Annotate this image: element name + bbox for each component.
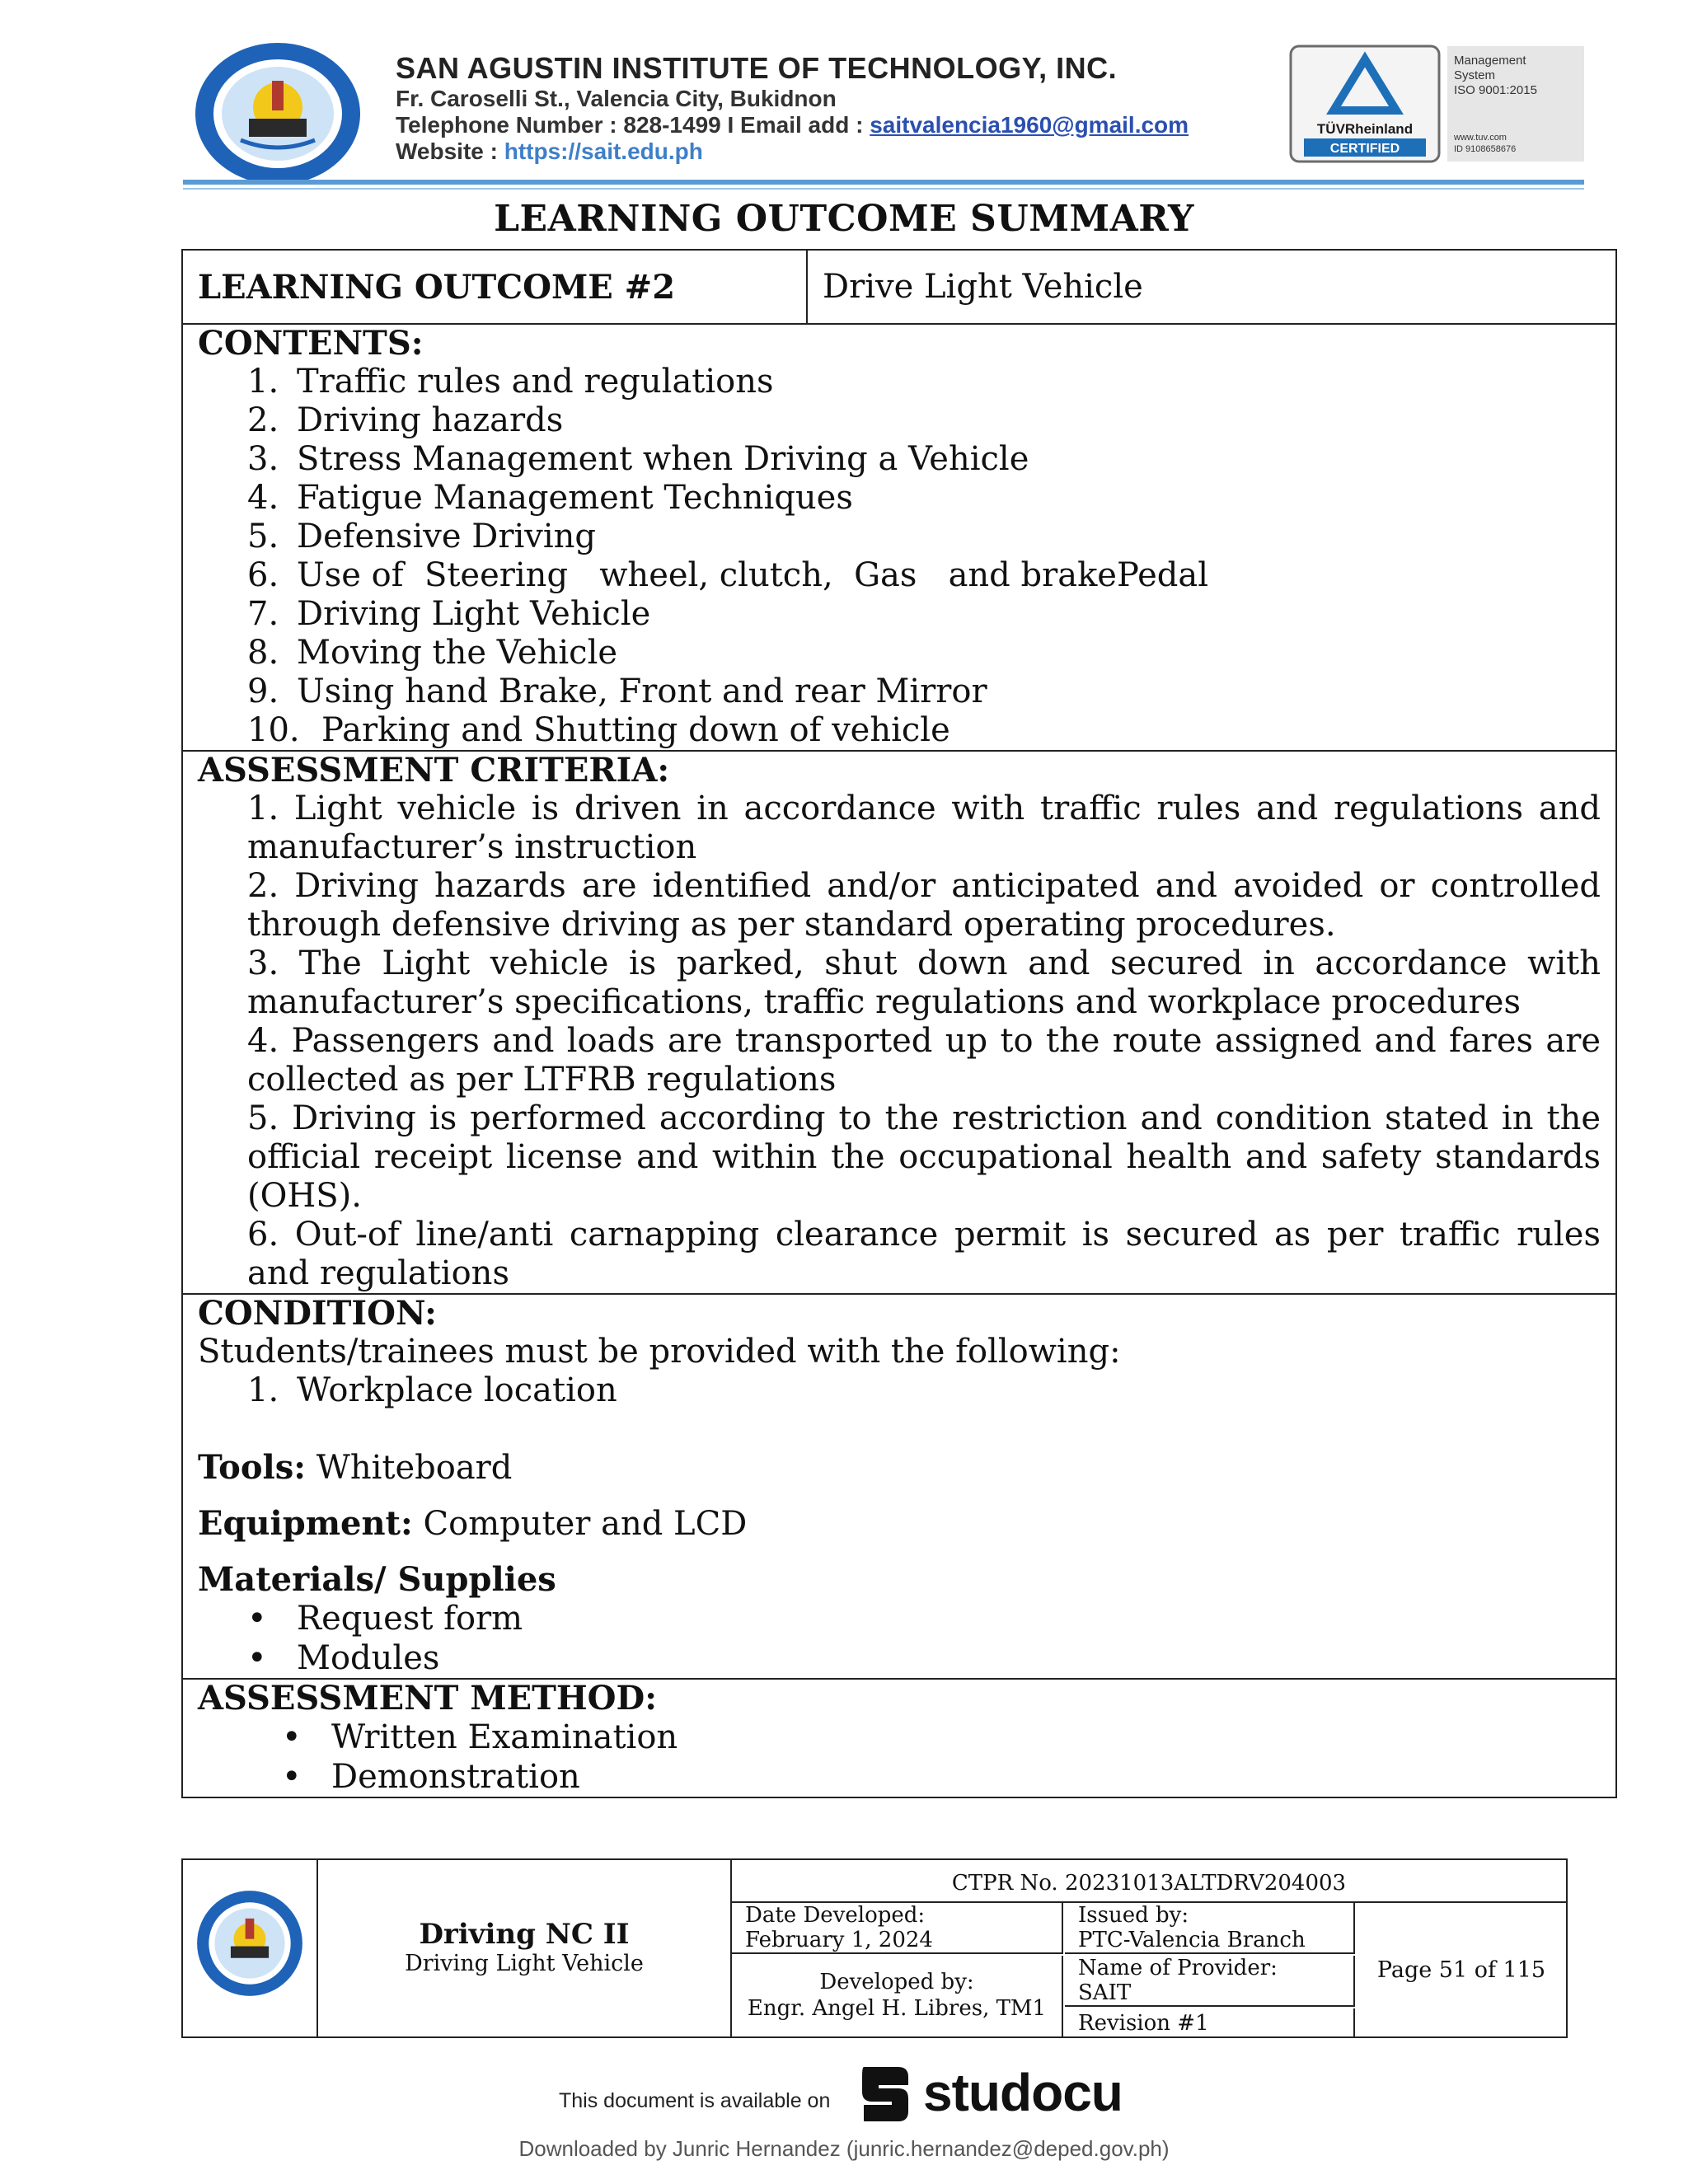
criteria-item: 2. Driving hazards are identified and/or anticipated and avoided or controlled through defensive driving as per standard operating procedures. (247, 867, 1601, 944)
list-item: 7. Driving Light Vehicle (247, 595, 651, 633)
studocu-wordmark[interactable]: studocu (923, 2063, 1123, 2122)
cert-system-line1: Management (1454, 54, 1526, 68)
learning-outcome-row (183, 251, 1615, 323)
letterhead-divider (183, 180, 1584, 185)
issued-by-value: PTC-Valencia Branch (1078, 1928, 1306, 1952)
date-developed-label: Date Developed: (745, 1903, 926, 1928)
contents-list (198, 363, 1601, 750)
institution-contact (396, 112, 1189, 138)
studocu-logo-icon[interactable] (856, 2060, 913, 2126)
tools-label: Tools: (198, 1448, 307, 1487)
availability-text: This document is available on (559, 2089, 831, 2112)
page-title: LEARNING OUTCOME SUMMARY (494, 198, 1194, 240)
assessment-method-list (198, 1718, 1601, 1797)
course-title: Driving NC II (419, 1918, 630, 1951)
developed-by-label: Developed by: (819, 1970, 974, 1994)
criteria-item: 6. Out-of line/anti carnapping clearance permit is secured as per traffic rules and regulations (247, 1216, 1601, 1292)
list-item: 6. Use of Steering wheel, clutch, Gas and brakePedal (247, 556, 1209, 594)
download-notice: Downloaded by Junric Hernandez (junric.hernandez@deped.gov.ph) (518, 2136, 1170, 2161)
developed-by-value: Engr. Angel H. Libres, TM1 (747, 1996, 1047, 2021)
provider-value: SAIT (1078, 1980, 1132, 2005)
provider-label: Name of Provider: (1078, 1956, 1278, 1980)
list-item: 4. Fatigue Management Techniques (247, 479, 853, 517)
learning-outcome-label: LEARNING OUTCOME #2 (183, 251, 808, 323)
assessment-method-section (183, 1678, 1615, 1797)
institution-website (396, 138, 1189, 165)
phone-text: Telephone Number : 828-1499 I Email add : (396, 112, 870, 138)
issued-by-label: Issued by: (1078, 1903, 1189, 1928)
module-title: Driving Light Vehicle (405, 1951, 644, 1976)
date-developed-value: February 1, 2024 (745, 1928, 933, 1952)
list-item: • Written Examination (282, 1718, 1601, 1757)
cert-system-line2: System (1454, 68, 1496, 82)
letterhead (183, 36, 1584, 193)
criteria-item: 5. Driving is performed according to the restriction and condition stated in the official receipt license and within the occupational health and safety standards (OHS). (247, 1099, 1601, 1215)
institution-address: Fr. Caroselli St., Valencia City, Bukidnon (396, 86, 837, 111)
list-item: 3. Stress Management when Driving a Vehicle (247, 440, 1029, 478)
list-item: 9. Using hand Brake, Front and rear Mirror (247, 673, 987, 710)
list-item: • Demonstration (282, 1757, 1601, 1797)
assessment-criteria-heading: ASSESSMENT CRITERIA: (198, 751, 670, 790)
revision-number: Revision #1 (1065, 2008, 1355, 2036)
ctpr-number: CTPR No. 20231013ALTDRV204003 (732, 1860, 1566, 1903)
equipment-value: Computer and LCD (412, 1505, 748, 1543)
tuv-certified-text: CERTIFIED (1329, 142, 1400, 156)
equipment-line (198, 1504, 1601, 1544)
footer-course-cell (318, 1860, 732, 2036)
learning-outcome-table (181, 249, 1617, 1798)
institution-name: SAN AGUSTIN INSTITUTE OF TECHNOLOGY, INC. (396, 51, 1118, 85)
learning-outcome-value: Drive Light Vehicle (823, 268, 1143, 306)
list-item: 8. Moving the Vehicle (247, 634, 618, 672)
assessment-criteria-section (183, 750, 1615, 1293)
issued-by-cell (1065, 1903, 1355, 1954)
condition-intro: Students/trainees must be provided with the following: (198, 1333, 1121, 1371)
institution-info (396, 51, 1189, 165)
page-number: Page 51 of 115 (1376, 1957, 1546, 1983)
condition-section (183, 1293, 1615, 1678)
materials-list (198, 1599, 1601, 1678)
letterhead-divider-thin (183, 188, 1584, 190)
criteria-item: 1. Light vehicle is driven in accordance with traffic rules and regulations and manufacturer’s instruction (247, 790, 1601, 866)
condition-list (198, 1371, 1601, 1410)
tuv-certification-badge (1289, 45, 1586, 168)
list-item: • Request form (247, 1599, 1601, 1638)
condition-heading: CONDITION: (198, 1294, 437, 1333)
cert-id: ID 9108658676 (1454, 144, 1517, 154)
tools-line (198, 1448, 1601, 1488)
cert-web: www.tuv.com (1454, 133, 1507, 143)
list-item: 10. Parking and Shutting down of vehicle (247, 711, 950, 749)
institution-seal-logo (191, 1885, 308, 2002)
email-link[interactable]: saitvalencia1960@gmail.com (870, 112, 1189, 138)
date-developed-cell (732, 1903, 1063, 1954)
institution-seal-logo (191, 40, 364, 188)
cert-standard: ISO 9001:2015 (1454, 83, 1537, 97)
list-item: • Modules (247, 1638, 1601, 1678)
criteria-item: 3. The Light vehicle is parked, shut down and secured in accordance with manufacturer’s specifications, traffic regulations and workplace procedures (247, 944, 1601, 1021)
provider-cell (1065, 1956, 1355, 2007)
document-footer-table (181, 1858, 1568, 2038)
developed-by-cell (732, 1956, 1063, 2036)
footer-logo-cell (183, 1860, 318, 2036)
assessment-method-heading: ASSESSMENT METHOD: (198, 1679, 657, 1718)
website-label: Website : (396, 138, 504, 164)
tuv-brand-text: TÜVRheinland (1316, 121, 1414, 137)
criteria-item: 4. Passengers and loads are transported up to the route assigned and fares are collected as per LTFRB regulations (247, 1022, 1601, 1099)
list-item: 2. Driving hazards (247, 401, 564, 439)
contents-heading: CONTENTS: (198, 324, 424, 363)
list-item: 1. Workplace location (247, 1371, 617, 1409)
tools-value: Whiteboard (306, 1449, 513, 1487)
equipment-label: Equipment: (198, 1504, 413, 1543)
list-item: 1. Traffic rules and regulations (247, 363, 774, 401)
website-link[interactable]: https://sait.edu.ph (504, 138, 703, 164)
list-item: 5. Defensive Driving (247, 518, 597, 555)
materials-label: Materials/ Supplies (198, 1560, 556, 1599)
contents-section (183, 323, 1615, 750)
